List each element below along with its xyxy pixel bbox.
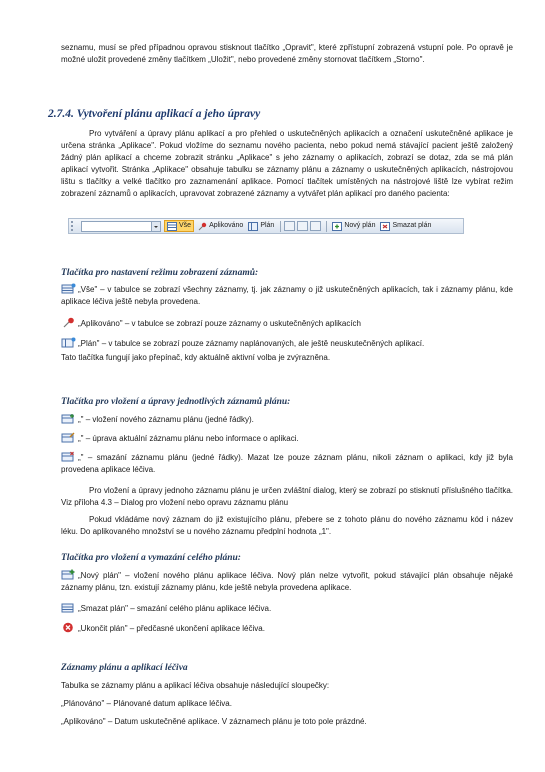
mode-note: Tato tlačítka fungují jako přepínač, kdy aktuálně aktivní volba je zvýrazněna. — [61, 353, 331, 362]
mode-applied-text: Aplikováno" – v tabulce se zobrazí pouze záznamy o uskutečněných aplikacích — [80, 319, 362, 328]
toolbar-applied-button[interactable] — [195, 220, 245, 232]
row-insert-icon — [61, 413, 76, 424]
whole-delete-plan-item: „Smazat plán" – smazání celého plánu aplikace léčiva. — [61, 602, 513, 615]
row-edit-icon[interactable] — [297, 221, 308, 231]
edit-delete-item: „" – smazání záznamu plánu (jedné řádky). Mazat lze pouze záznam plánu, nikoli záznam o aplikaci, kdy již byla provedena aplikace léčiva. — [61, 453, 513, 474]
records-planned: „Plánováno" – Plánované datum aplikace léčiva. — [61, 699, 232, 708]
pin-icon — [61, 317, 76, 328]
whole-new-plan-item: „Nový plán" – vložení nového plánu aplikace léčiva. Nový plán nelze vytvořit, pokud stávající plán obsahuje nějaké záznamy plánu, tzn. existují záznamy plánu, kde ještě nebyla provedena aplikace. — [61, 571, 513, 592]
mode-all-text: Vše" – v tabulce se zobrazí všechny záznamy, tj. jak záznamy o již uskutečněných aplikacích, tak i záznamy plánu, kde aplikace léčiva ještě nebyla provedena. — [61, 285, 513, 306]
edit-insert-item: „" – vložení nového záznamu plánu (jedné řádky). — [61, 413, 513, 426]
toolbar-plan-button[interactable] — [246, 220, 276, 232]
section-heading: 2.7.4. Vytvoření plánu aplikací a jeho úpravy — [48, 108, 261, 120]
application-toolbar — [68, 218, 464, 234]
whole-delete-plan-text: Smazat plán" – smazání celého plánu aplikace léčiva. — [80, 604, 272, 613]
whole-end-plan-text: Ukončit plán" – předčasné ukončení aplikace léčiva. — [80, 624, 265, 633]
whole-end-plan-item: „Ukončit plán" – předčasné ukončení aplikace léčiva. — [61, 622, 513, 635]
row-insert-icon[interactable] — [284, 221, 295, 231]
edit-delete-text: " – smazání záznamu plánu (jedné řádky). Mazat lze pouze záznam plánu, nikoli záznam o aplikaci, kdy již byla provedena aplikace léčiva. — [61, 453, 513, 474]
toolbar-applied-label: Aplikováno — [209, 222, 244, 229]
toolbar-plan-label: Plán — [260, 222, 275, 229]
whole-new-plan-text: Nový plán" – vložení nového plánu aplikace léčiva. Nový plán nelze vytvořit, pokud stávající plán obsahuje nějaké záznamy plánu, tzn. existují záznamy plánu, kde ještě nebyla provedena aplikace. — [61, 571, 513, 592]
row-edit-icon — [61, 432, 76, 443]
records-heading: Záznamy plánu a aplikací léčiva — [61, 663, 188, 673]
edit-paragraph-1: Pro vložení a úpravy jednoho záznamu plánu je určen zvláštní dialog, který se zobrazí po stisknutí příslušného tlačítka. Viz příloha 4.3 – Dialog pro vložení nebo opravu záznamu plánu — [61, 486, 513, 507]
toolbar-all-button[interactable] — [164, 220, 194, 232]
toolbar-all-label: Vše — [179, 222, 192, 229]
toolbar-grip — [71, 221, 78, 231]
records-applied: „Aplikováno" – Datum uskutečněné aplikace. V záznamech plánu je toto pole prázdné. — [61, 717, 367, 726]
toolbar-combo[interactable] — [81, 221, 161, 232]
edit-paragraph-2: Pokud vkládáme nový záznam do již existujícího plánu, přebere se z tohoto plánu do nového záznamu kód i název léku. Do aplikovaného množství se u nového záznamu předplní hodnota „1". — [61, 515, 513, 536]
delete-plan-icon — [61, 602, 76, 613]
new-plan-icon — [332, 222, 342, 231]
row-delete-icon[interactable] — [310, 221, 321, 231]
delete-plan-icon — [380, 222, 390, 231]
table-all-icon — [167, 222, 177, 231]
new-plan-icon — [61, 569, 76, 580]
mode-all-item: „Vše" – v tabulce se zobrazí všechny záznamy, tj. jak záznamy o již uskutečněných aplikacích, tak i záznamy plánu, kde aplikace léčiva ještě nebyla provedena. — [61, 285, 513, 306]
toolbar-separator — [326, 221, 327, 232]
toolbar-new-plan-label: Nový plán — [344, 222, 376, 229]
row-delete-icon — [61, 451, 76, 462]
mode-plan-item: „Plán" – v tabulce se zobrazí pouze záznamy naplánovaných, ale ještě neuskutečněných aplikací. — [61, 337, 513, 350]
mode-plan-text: Plán" – v tabulce se zobrazí pouze záznamy naplánovaných, ale ještě neuskutečněných aplikací. — [80, 339, 425, 348]
pin-icon — [197, 222, 207, 231]
intro-paragraph: seznamu, musí se před případnou opravou stisknout tlačítko „Opravit", které zpřístupní zobrazená vstupní pole. Po opravě je možné uložit provedené změny tlačítkem „Uložit", nebo provedené změny stornovat tlačítkem „Storno". — [61, 43, 513, 64]
toolbar-separator — [280, 221, 281, 232]
section-paragraph: Pro vytváření a úpravy plánu aplikací a pro přehled o uskutečněných aplikacích a označení uskutečněné aplikace je určena stránka „Aplikace". Pokud vložíme do seznamu nového pacienta, nebo pokud nemá stávající pacient ještě založený žádný plán aplikací a chceme zobrazit stránku „Aplikace" s jeho záznamy o aplikacích, zobrazí se dotaz, zda se má plán aplikací vytvořit. Stránka „Aplikace" obsahuje tabulku se záznamy plánu a záznamy o uskutečněných aplikacích, nástrojovou lištu s tlačítky a velké tlačítko pro zaznamenání aplikace. Pomocí tlačítek umístěných na nástrojové liště lze vybírat režim zobrazení záznamů o aplikacích, upravovat zobrazené záznamy a vytvářet plán aplikací pro daného pacienta: — [61, 129, 513, 198]
edit-modify-item: „" – úprava aktuální záznamu plánu nebo informace o aplikaci. — [61, 432, 513, 445]
edit-insert-text: " – vložení nového záznamu plánu (jedné řádky). — [80, 415, 254, 424]
end-plan-icon — [61, 622, 76, 633]
toolbar-delete-plan-button[interactable] — [378, 220, 433, 232]
table-plan-icon — [61, 337, 76, 348]
records-intro: Tabulka se záznamy plánu a aplikací léčiva obsahuje následující sloupečky: — [61, 681, 330, 690]
table-all-icon — [61, 283, 76, 294]
chevron-down-icon — [151, 222, 160, 231]
edit-heading: Tlačítka pro vložení a úpravy jednotlivých záznamů plánu: — [61, 397, 291, 407]
edit-modify-text: " – úprava aktuální záznamu plánu nebo informace o aplikaci. — [80, 434, 299, 443]
mode-heading: Tlačítka pro nastavení režimu zobrazení záznamů: — [61, 268, 259, 278]
toolbar-delete-plan-label: Smazat plán — [392, 222, 432, 229]
whole-heading: Tlačítka pro vložení a vymazání celého plánu: — [61, 553, 241, 563]
table-plan-icon — [248, 222, 258, 231]
toolbar-new-plan-button[interactable] — [330, 220, 377, 232]
mode-applied-item: „Aplikováno" – v tabulce se zobrazí pouze záznamy o uskutečněných aplikacích — [61, 317, 513, 330]
